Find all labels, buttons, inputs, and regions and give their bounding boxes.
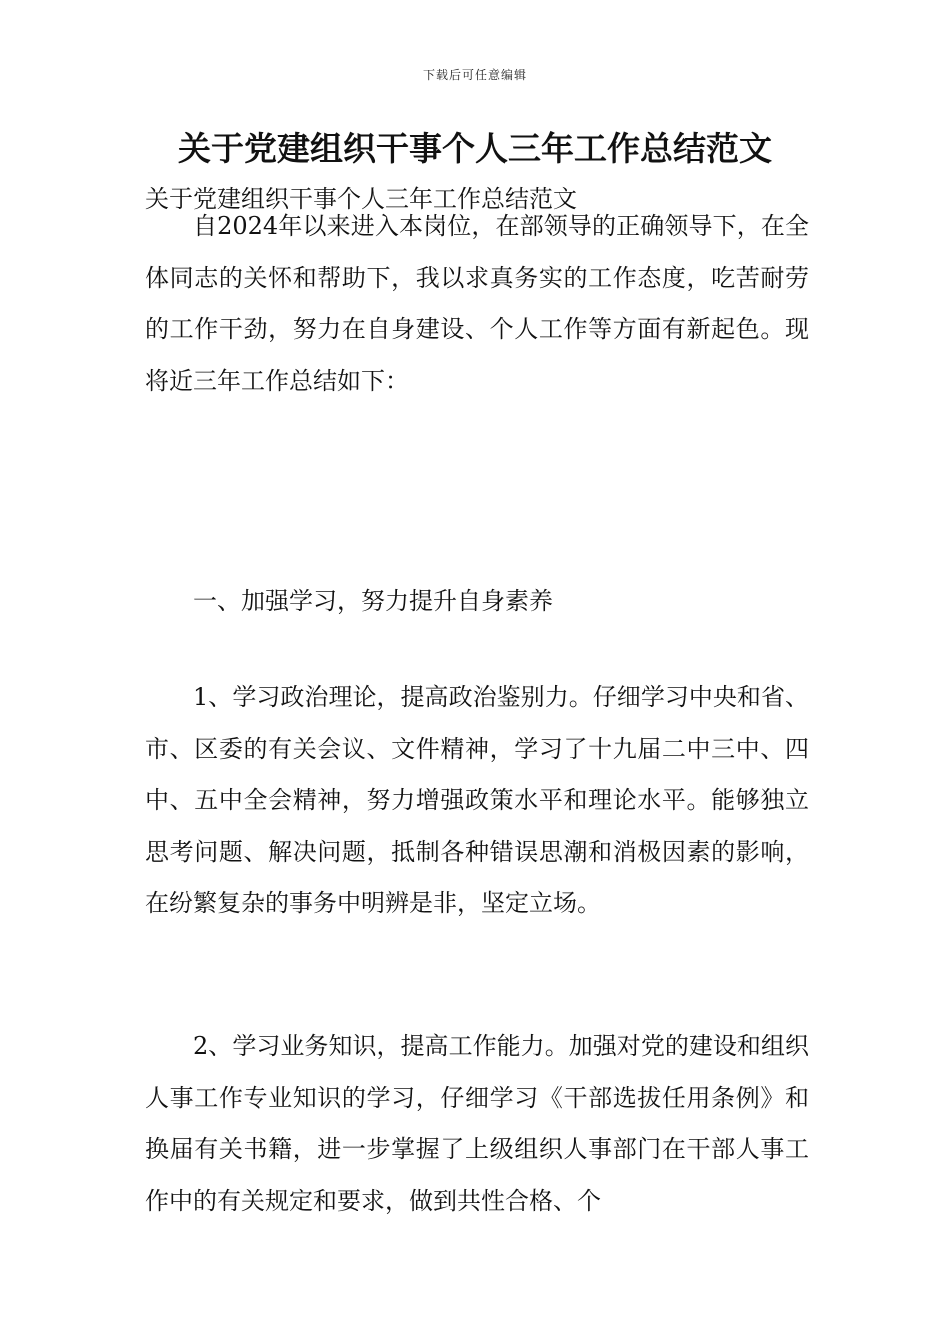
header-note: 下载后可任意编辑 [422,68,527,82]
body-paragraph: 2、学习业务知识，提高工作能力。加强对党的建设和组织人事工作专业知识的学习，仔细学习《干部选拔任用条例》和换届有关书籍，进一步掌握了上级组织人事部门在干部人事工作中的有关规定和要求，做到共性合格、个 [145,1032,809,1215]
document-title: 关于党建组织干事个人三年工作总结范文 [178,129,772,168]
section-heading: 一、加强学习，努力提升自身素养 [193,587,553,615]
intro-paragraph: 自2024年以来进入本岗位，在部领导的正确领导下，在全体同志的关怀和帮助下，我以求真务实的工作态度，吃苦耐劳的工作干劲，努力在自身建设、个人工作等方面有新起色。现将近三年工作总结如下： [145,212,809,395]
document-subtitle: 关于党建组织干事个人三年工作总结范文 [145,185,577,213]
body-paragraph: 1、学习政治理论，提高政治鉴别力。仔细学习中央和省、市、区委的有关会议、文件精神，学习了十九届二中三中、四中、五中全会精神，努力增强政策水平和理论水平。能够独立思考问题、解决问题，抵制各种错误思潮和消极因素的影响，在纷繁复杂的事务中明辨是非，坚定立场。 [145,683,809,917]
